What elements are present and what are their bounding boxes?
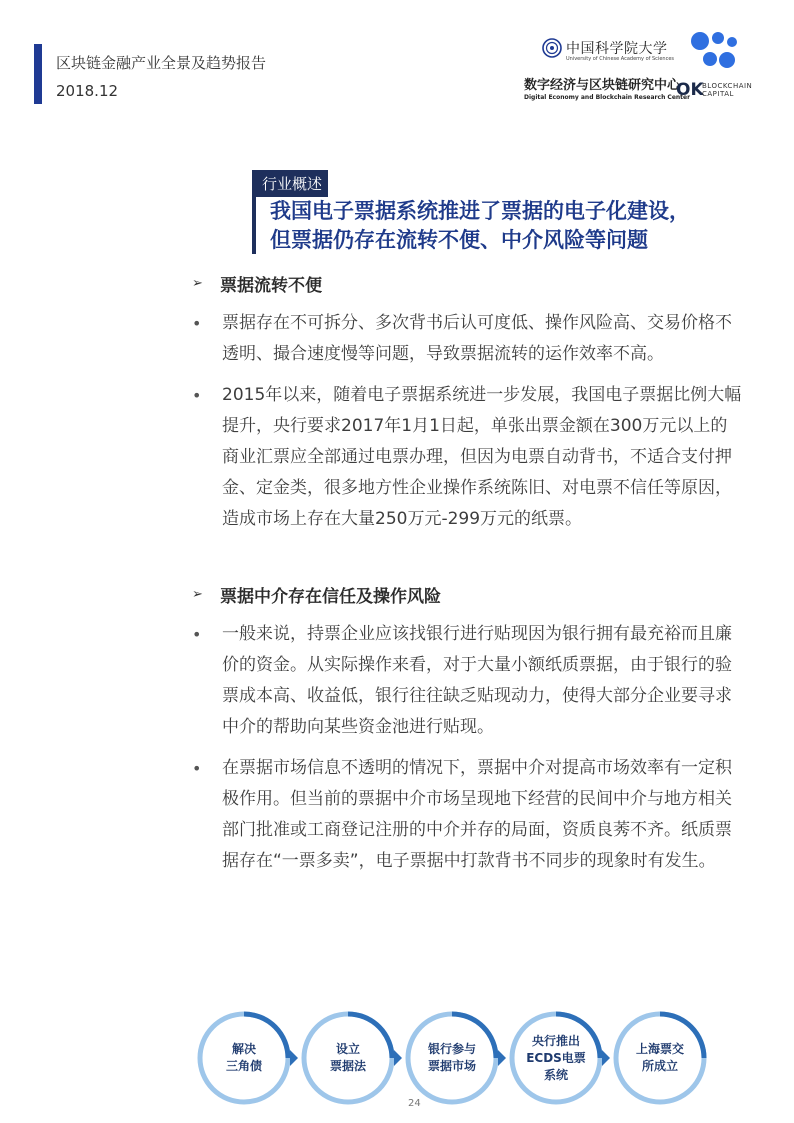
list-item-text: 2015年以来，随着电子票据系统进一步发展，我国电子票据比例大幅提升，央行要求2017年1月1日起，单张出票金额在300万元以上的商业汇票应全部通过电票办理，但因为电票自动背书，不适合支付押金、定金类，很多地方性企业操作系统陈旧、对电票不信任等原因，造成市场上存在大量250万元-299万元的纸票。 [222,385,742,529]
arrow-bullet-icon: ➢ [192,275,203,291]
ok-blockchain-capital-logo [676,30,756,104]
timeline-label: 银行参与 票据市场 [427,1042,476,1073]
list-item-text: 一般来说，持票企业应该找银行进行贴现因为银行拥有最充裕而且廉价的资金。从实际操作来看，对于大量小额纸质票据，由于银行的验票成本高、收益低，银行往往缺乏贴现动力，使得大部分企业要寻求中介的帮助向某些资金池进行贴现。 [222,624,732,737]
list-item [192,308,742,370]
section-tag: 行业概述 [256,170,328,197]
list-item-text: 在票据市场信息不透明的情况下，票据中介对提高市场效率有一定积极作用。但当前的票据中介市场呈现地下经营的民间中介与地方相关部门批准或工商登记注册的中介并存的局面，资质良莠不齐。纸质票据存在“一票多卖”，电子票据中打款背书不同步的现象时有发生。 [222,758,732,871]
heading-line-2: 但票据仍存在流转不便、中介风险等问题 [270,228,648,252]
list-item-text: 票据存在不可拆分、多次背书后认可度低、操作风险高、交易价格不透明、撮合速度慢等问题，导致票据流转的运作效率不高。 [222,313,732,364]
timeline-label: 上海票交 所成立 [635,1042,684,1073]
ucas-name-cn: 中国科学院大学 [566,41,668,57]
bullet-dot-icon: • [192,386,202,405]
subsection-heading [192,268,742,298]
timeline-diagram [196,1010,716,1106]
timeline-node [612,1010,716,1106]
ok-logo-sub-line2: CAPITAL [702,90,734,98]
body-content [192,268,742,877]
header-accent-bar [34,44,42,104]
timeline-node [196,1010,300,1106]
timeline-node [404,1010,508,1106]
subsection-title: 票据中介存在信任及操作风险 [220,586,441,607]
ucas-name-en: University of Chinese Academy of Sciences [566,56,674,62]
ok-dots-icon [688,30,738,74]
timeline-label: 央行推出 ECDS电票 系统 [526,1033,586,1082]
research-center-name-en: Digital Economy and Blockchain Research Center [524,94,691,101]
bullet-dot-icon: • [192,625,202,644]
ucas-seal-icon [542,38,562,58]
ok-logo-sub-line1: BLOCKCHAIN [702,82,753,90]
heading-line-1: 我国电子票据系统推进了票据的电子化建设， [270,199,690,223]
subsection-title: 票据流转不便 [220,275,322,296]
timeline-node [300,1010,404,1106]
ok-logo-text: OK [676,80,704,100]
arrow-bullet-icon: ➢ [192,586,203,602]
list-item [192,619,742,743]
list-item [192,753,742,877]
page-heading [270,197,760,255]
bullet-dot-icon: • [192,759,202,778]
timeline-label: 设立 票据法 [329,1042,366,1073]
timeline-node [508,1010,612,1106]
subsection-heading [192,579,742,609]
bullet-dot-icon: • [192,314,202,333]
report-title: 区块链金融产业全景及趋势报告 [56,54,267,72]
research-center-name-cn: 数字经济与区块链研究中心 [524,78,681,93]
ok-logo-subtitle [702,82,752,98]
timeline-label: 解决 三角债 [225,1042,262,1073]
page-number: 24 [408,1098,421,1109]
list-item [192,380,742,535]
report-date: 2018.12 [56,82,119,100]
